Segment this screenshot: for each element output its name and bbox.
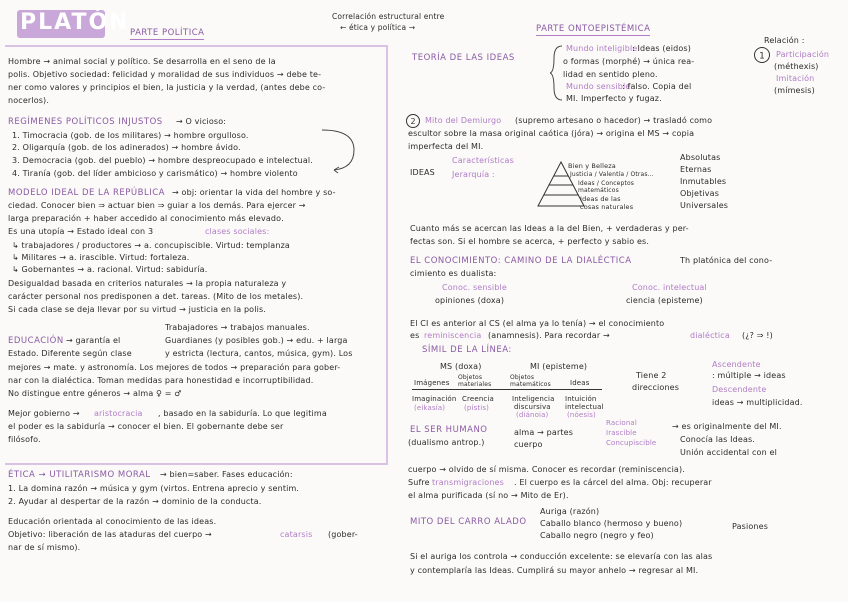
ms-line-2: MI. Imperfecto y fugaz. [566,94,662,103]
dialectica: dialéctica [690,331,730,340]
regime-2: 2. Oligarquía (gob. de los adinerados) → hombre ávido. [12,143,241,152]
mi-line-3: lidad en sentido pleno. [563,70,658,79]
parte-racional: Racional [606,419,637,427]
pyramid-5: cosas naturales [580,203,634,211]
ms-doxa: MS (doxa) [440,362,482,371]
educacion-estado: Estado. Diferente según clase [8,349,132,358]
mundo-inteligible: Mundo inteligible [566,44,638,53]
clase-2: ↳ Militares → a. irascible. Virtud: fortaleza. [12,253,190,262]
ms-line-1: : falso. Copia del [622,82,692,91]
educacion-line-4: nar con la dialéctica. Toman medidas para honestidad e incorruptibilidad. [8,376,314,385]
char-universales: Universales [680,201,729,210]
k-intelectual: intelectual [565,403,604,411]
regime-4: 4. Tiranía (gob. del líder ambicioso y carismático) → hombre violento [12,169,298,178]
reminiscencia: reminiscencia [424,331,482,340]
parte-concupiscible: Concupiscible [606,439,657,447]
ci-line-1: El CI es anterior al CS (el alma ya lo tenía) → el conocimiento [410,319,665,328]
k-imaginacion: Imaginación [412,395,457,403]
caracteristicas: Características [452,156,514,165]
direcciones: direcciones [632,383,680,392]
etica-line-1: → bien=saber. Fases educación: [160,470,293,479]
header-rule [5,45,386,47]
final-1: Si el auriga los controla → conducción excelente: se elevaría con las alas [410,552,713,561]
mi-line-1: : Ideas (eidos) [632,44,691,53]
pyramid-3: Ideas / Conceptos matemáticos [578,180,635,194]
caballo-blanco: Caballo blanco (hermoso y bueno) [540,519,683,528]
header-politica: PARTE POLÍTICA [130,28,205,38]
col-ideas: Ideas [570,379,590,387]
gobierno-3: filósofo. [8,435,41,444]
educacion-line-3: mejores → mate. y astronomía. Los mejores de todos → preparación para gober- [8,363,341,372]
char-objetivas: Objetivas [680,189,720,198]
left-line-3: ner como valores y principios el bien, la justicia y la verdad, (antes debe co- [8,83,326,92]
k-pistis: (pístis) [464,404,490,412]
conocimiento-line-2: cimiento es dualista: [410,269,497,278]
header-correlacion-2: ← ética y política → [340,23,416,32]
header-ontoepistemica: PARTE ONTOEPISTÉMICA [536,24,651,34]
educacion-garantia: → garantía el [66,336,121,345]
gobierno-2: el poder es la sabiduría → conocer el bien. El gobernante debe ser [8,422,284,431]
cuerpo: cuerpo [514,440,543,449]
svg-text:2: 2 [410,117,416,126]
desigualdad-3: Si cada clase se deja llevar por su virtud → justicia en la polis. [8,305,266,314]
ideas-label: IDEAS [410,168,435,177]
origen-1: → es originalmente del MI. [672,422,782,431]
left-line-2: polis. Objetivo sociedad: felicidad y moralidad de sus individuos → debe te- [8,70,322,79]
pasiones: Pasiones [732,522,769,531]
cuanto-line-2: fectas son. Si el hombre se acerca, + perfecto y sabio es. [410,237,650,246]
parte-irascible: Irascible [606,429,637,437]
k-inteligencia: Inteligencia [512,395,555,403]
opiniones: opiniones (doxa) [435,296,505,305]
regimes-heading: REGÍMENES POLÍTICOS INJUSTOS [8,117,163,127]
aristocracia: aristocracia [94,409,143,418]
etica-heading: ÉTICA → UTILITARISMO MORAL [8,470,151,480]
etica-line-6: nar de sí mismo). [8,543,81,552]
k-discursiva: discursiva [514,403,551,411]
educacion-guardianes: Guardianes (y posibles gob.) → edu. + larga [165,336,348,345]
demiurgo-line-2: escultor sobre la masa original caótica (jóra) → origina el MS → copia [408,129,695,138]
tiene-2: Tiene 2 [636,371,667,380]
demiurgo-line-1: (supremo artesano o hacedor) → trasladó como [515,116,713,125]
transmigraciones: transmigraciones [432,478,504,487]
modelo-line-4: Es una utopía → Estado ideal con 3 [8,227,154,236]
descendente-text: ideas → multiplicidad. [712,398,803,407]
clase-3: ↳ Gobernantes → a. racional. Virtud: sabiduría. [12,265,208,274]
ascendente-text: : múltiple → ideas [712,371,786,380]
pyramid-1: Bien y Belleza [568,162,616,170]
gobierno-1c: , basado en la sabiduría. Lo que legitima [158,409,327,418]
regime-1: 1. Timocracia (gob. de los militares) → hombre orgulloso. [12,131,249,140]
char-eternas: Eternas [680,165,712,174]
imitacion: Imitación [776,74,815,83]
pyramid-4: Ideas de las [580,195,621,203]
clase-1: ↳ trabajadores / productores → a. concupiscible. Virtud: templanza [12,241,290,250]
char-inmutables: Inmutables [680,177,727,186]
auriga: Auriga (razón) [540,507,600,516]
svg-text:1: 1 [759,51,765,62]
conocimiento-line-1: Th platónica del cono- [680,256,773,265]
k-intuicion: Intuición [565,395,597,403]
mi-line-2: o formas (morphé) → única rea- [563,57,695,66]
origen-4: cuerpo → olvido de sí misma. Conocer es recordar (reminiscencia). [408,465,685,474]
conoc-intelectual: Conoc. intelectual [632,283,707,292]
ascendente: Ascendente [712,360,761,369]
caballo-negro: Caballo negro (negro y feo) [540,531,654,540]
modelo-line-3: larga preparación + haber accedido al conocimiento más elevado. [8,214,284,223]
catarsis: catarsis [280,530,313,539]
final-2: y contemplaría las Ideas. Cumplirá su mayor anhelo → regresar al MI. [410,566,699,575]
dualismo: (dualismo antrop.) [408,438,485,447]
educacion-line-5: No distingue entre géneros → alma ♀ = ♂ [8,389,182,398]
left-line-1: Hombre → animal social y político. Se desarrolla en el seno de la [8,57,276,66]
educacion-estricta: y estricta (lectura, cantos, música, gym). Los [165,349,353,358]
brace-icon [550,44,564,102]
pyramid-2: Justicia / Valentía / Otras... [570,171,654,178]
desigualdad-2: carácter personal nos predisponen a det. tareas. (Mito de los metales). [8,292,304,301]
mundo-sensible: Mundo sensible [566,82,631,91]
jerarquia: Jerarquía : [452,170,495,179]
k-eikasia: (eikasía) [414,404,446,412]
gobierno-1a: Mejor gobierno → [8,409,80,418]
transmig-1c: . El cuerpo es la cárcel del alma. Obj: recuperar [514,478,712,487]
desigualdad-1: Desigualdad basada en criterios naturales → la propia naturaleza y [8,279,287,288]
ci-line-2a: es [410,331,420,340]
mi-episteme: MI (episteme) [530,362,588,371]
cuanto-line-1: Cuanto más se acercan las Ideas a la del Bien, + verdaderas y per- [410,224,689,233]
number-2-circle-icon [405,113,421,129]
ci-line-2e: (¿? ⇒ !) [742,331,773,340]
origen-2: Conocía las Ideas. [680,435,756,444]
participacion: Participación [776,50,830,59]
header-correlacion-1: Correlación estructural entre [332,12,445,21]
etica-line-2: 1. La domina razón → música y gym (virtos. Entrena aprecio y sentim. [8,484,300,493]
k-creencia: Creencia [462,395,494,403]
col-objetos-matematicos: Objetos matemáticos [510,374,551,388]
modelo-line-2: ciedad. Conocer bien ⇒ actuar bien ⇒ guiar a los demás. Para ejercer → [8,201,306,210]
k-noesis: (nóesis) [567,411,596,419]
page-title: PLATÓN [20,10,130,35]
number-1-circle-icon [753,46,771,64]
teoria-ideas-heading: TEORÍA DE LAS IDEAS [412,53,515,63]
cycle-arrow-icon [320,124,360,174]
modelo-line-1: → obj: orientar la vida del hombre y so- [172,188,336,197]
educacion-trabajadores: Trabajadores → trabajos manuales. [165,323,310,332]
alma-partes: alma → partes [514,428,574,437]
transmig-1a: Sufre [408,478,430,487]
mimesis: (mímesis) [774,86,815,95]
etica-line-5a: Objetivo: liberación de las ataduras del cuerpo → [8,530,212,539]
k-dianoia: (diánoia) [516,411,549,419]
descendente: Descendente [712,385,767,394]
relation-label: Relación : [764,36,805,45]
etica-line-5c: (gober- [328,530,358,539]
clases-sociales: clases sociales: [205,227,270,236]
mito-carro-heading: MITO DEL CARRO ALADO [410,517,527,527]
ciencia: ciencia (episteme) [626,296,703,305]
regimes-text: → O vicioso: [176,117,227,126]
conocimiento-heading: EL CONOCIMIENTO: CAMINO DE LA DIALÉCTICA [410,256,632,266]
transmig-2: el alma purificada (sí no → Mito de Er). [408,491,569,500]
conoc-sensible: Conoc. sensible [442,283,507,292]
etica-line-3: 2. Ayudar al despertar de la razón → dominio de la conducta. [8,497,262,506]
ci-line-2c: (anamnesis). Para recordar → [488,331,610,340]
etica-line-4: Educación orientada al conocimiento de las ideas. [8,517,217,526]
origen-3: Unión accidental con el [680,448,777,457]
col-imagenes: Imágenes [414,379,450,387]
linea-line [412,389,602,390]
ser-humano-heading: EL SER HUMANO [410,425,488,435]
left-line-4: nocerlos). [8,96,50,105]
methexis: (méthexis) [774,62,819,71]
demiurgo-line-3: imperfecta del MI. [408,142,484,151]
char-absolutas: Absolutas [680,153,721,162]
modelo-heading: MODELO IDEAL DE LA REPÚBLICA [8,188,165,198]
simil-linea-heading: SÍMIL DE LA LÍNEA: [422,345,512,355]
col-objetos-materiales: Objetos materiales [458,374,492,388]
mito-demiurgo: Mito del Demiurgo [425,116,502,125]
educacion-heading: EDUCACIÓN [8,336,64,346]
regime-3: 3. Democracia (gob. del pueblo) → hombre despreocupado e intelectual. [12,156,313,165]
